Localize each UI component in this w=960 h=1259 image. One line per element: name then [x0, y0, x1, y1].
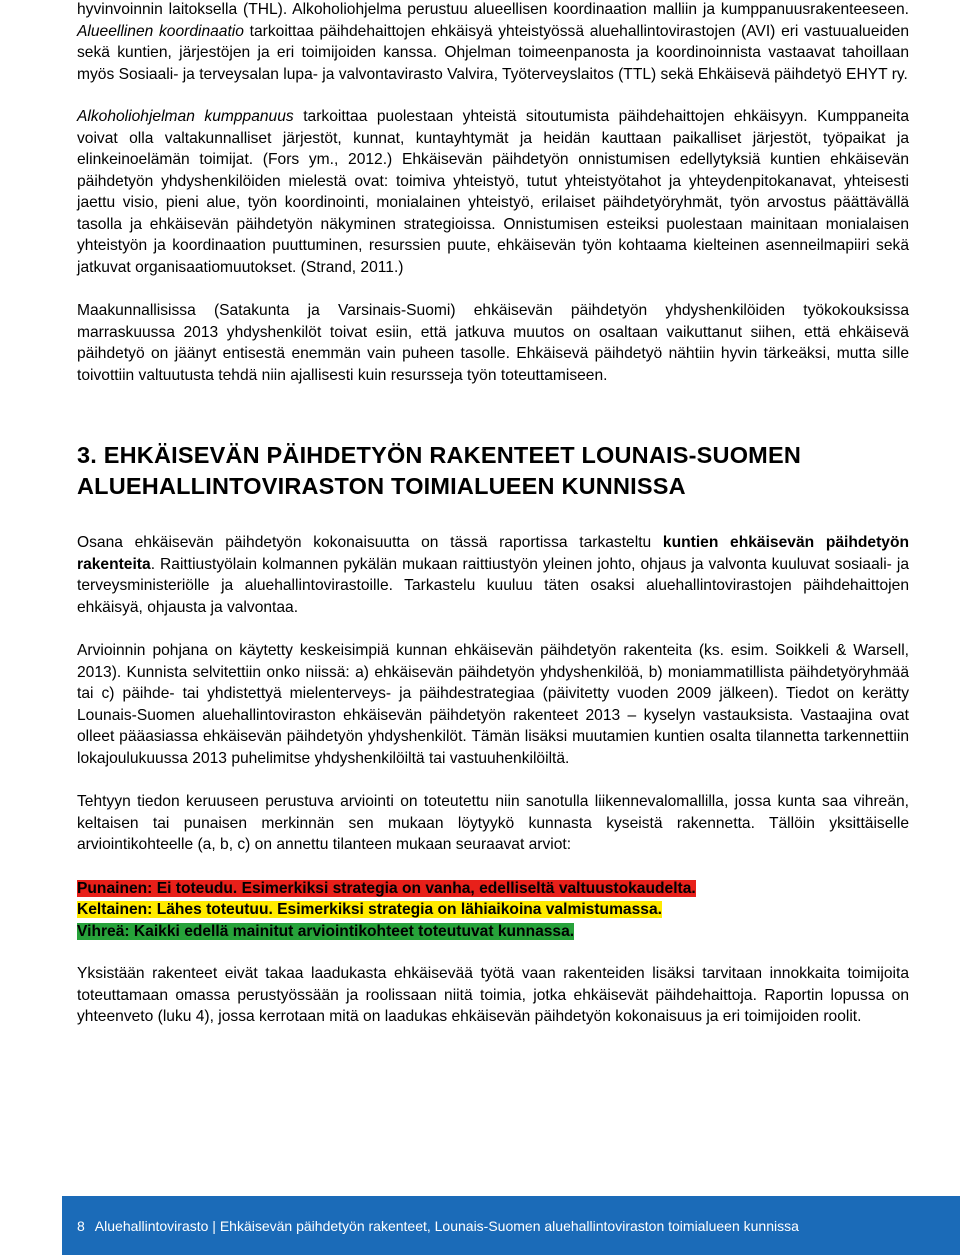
paragraph-kumppanuus [77, 106, 909, 278]
paragraph-osana [77, 532, 909, 618]
rating-red-text: Punainen: Ei toteudu. Esimerkiksi strategia on vanha, edelliseltä valtuustokaudelta. [77, 879, 696, 897]
page-content [77, 0, 909, 1028]
footer-title: Aluehallintovirasto | Ehkäisevän päihdetyön rakenteet, Lounais-Suomen aluehallintoviraston toimialueen kunnissa [94, 1218, 799, 1234]
footer-text [77, 1217, 799, 1235]
paragraph-text: Osana ehkäisevän päihdetyön kokonaisuutta on tässä raportissa tarkasteltu [77, 534, 652, 551]
rating-yellow-text: Keltainen: Lähes toteutuu. Esimerkiksi strategia on lähiaikoina valmistumassa. [77, 901, 662, 918]
traffic-light-ratings [77, 878, 909, 943]
page-number: 8 [77, 1218, 85, 1234]
bold-term-rakenteet: kuntien ehkäisevän päihdetyön rakenteita [77, 534, 910, 573]
paragraph-text: Yksistään rakenteet eivät takaa laadukasta ehkäisevää työtä vaan rakenteiden lisäksi tarvitaan innokkaita toimijoita toteuttamaan omassa perustyössään ja roolissaan niitä toimia, jotka ehkäisevät päihdehaittoja. Raportin lopussa on yhteenveto (luku 4), jossa kerrotaan mitä on laadukas ehkäisevän päihdetyön kokonaisuus ja eri toimijoiden roolit. [77, 965, 909, 1025]
paragraph-text: . Raittiustyölain kolmannen pykälän mukaan raittiustyön yleinen johto, ohjaus ja valvonta kuuluvat sosiaali- ja terveysministeriölle ja aluehallintovirastoille. Tarkastelu kuuluu täten osaksi aluehallintovirastojen päihdehaittojen ehkäisyä, ohjausta ja valvontaa. [77, 555, 909, 616]
rating-yellow [77, 899, 909, 921]
paragraph-text: Maakunnallisissa (Satakunta ja Varsinais-Suomi) ehkäisevän päihdetyön yhdyshenkilöiden työkokouksissa marraskuussa 2013 yhdyshenkilöt toivat esiin, että jatkuva muutos on osaltaan vaikuttanut siihen, että ehkäisevä päihdetyö on jäänyt entisestä enemmän vain puheen tasolle. Ehkäisevä päihdetyö nähtiin hyvin tärkeäksi, mutta sille toivottiin valtuutusta tehdä niin ajallisesti kuin resursseja työn toteuttamiseen. [77, 302, 909, 384]
paragraph-text: tarkoittaa päihdehaittojen ehkäisyä yhteistyössä aluehallintovirastojen (AVI) eri vastuualueiden sekä kuntien, järjestöjen ja eri toimijoiden kanssa. Ohjelman toimeenpanosta ja koordinoinnista vastaavat tahoillaan myös Sosiaali- ja terveysalan lupa- ja valvontavirasto Valvira, Työterveyslaitos (TTL) sekä Ehkäisevä päihdetyö EHYT ry. [77, 22, 909, 83]
paragraph-text: Tehtyyn tiedon keruuseen perustuva arviointi on toteutettu niin sanotulla liikennevalomallilla, jossa kunta saa vihreän, keltaisen tai punaisen merkinnän sen mukaan löytyykö kunnasta kyseistä rakennetta. Tällöin yksittäiselle arviointikohteelle (a, b, c) on annettu tilanteen mukaan seuraavat arviot: [77, 793, 909, 853]
paragraph-text: tarkoittaa puolestaan yhteistä sitoutumista päihdehaittojen ehkäisyyn. Kumppaneita voivat olla valtakunnalliset järjestöt, kunnat, kuntayhtymät ja heidän kauttaan paikalliset järjestöt, työpaikat ja elinkeinoelämän toimijat. (Fors ym., 2012.) Ehkäisevän päihdetyön onnistumisen edellytyksiä kuntien ehkäisevän päihdetyön yhdyshenkilöiden mielestä ovat: toimiva yhteistyö, tutut yhteistyötahot ja yhteydenpitokanavat, yhteisesti jaettu visio, pieni alue, työn koordinointi, monialainen yhteistyö, erilaiset päihdetyöryhmät, työn arvostus päättävällä tasolla ja ehkäisevän päihdetyön näkyminen strategioissa. Onnistumisen esteiksi puolestaan mainitaan monialaisen yhteistyön ja koordinaation puuttuminen, resurssien puute, ehkäisevän työn kohtaama kielteinen asenneilmapiiri sekä jatkuvat organisaatiomuutokset. (Strand, 2011.) [77, 108, 910, 276]
paragraph-tehtyyn [77, 791, 909, 856]
rating-green-text: Vihreä: Kaikki edellä mainitut arviointikohteet toteutuvat kunnassa. [77, 922, 575, 940]
italic-term-kumppanuus: Alkoholiohjelman kumppanuus [77, 108, 294, 125]
paragraph-yksistaan [77, 963, 909, 1028]
paragraph-arvioinnin [77, 640, 909, 769]
page-footer [62, 1196, 960, 1255]
section-heading: 3. EHKÄISEVÄN PÄIHDETYÖN RAKENTEET LOUNAIS-SUOMEN ALUEHALLINTOVIRASTON TOIMIALUEEN KUNNISSA [77, 442, 802, 499]
paragraph-alkoholiohjelma [77, 0, 909, 85]
rating-red [77, 878, 909, 900]
paragraph-maakunnallisissa [77, 300, 909, 386]
italic-term-alueellinen-koordinaatio: Alueellinen koordinaatio [77, 22, 244, 40]
paragraph-text: Arvioinnin pohjana on käytetty keskeisimpiä kunnan ehkäisevän päihdetyön rakenteita (ks. esim. Soikkeli & Warsell, 2013). Kunnista selvitettiin onko niissä: a) ehkäisevän päihdetyön yhdyshenkilöä, b) moniammatillista päihdetyöryhmää tai c) päihde- tai yhdistettyä mielenterveys- ja päihdestrategiaa (päivitetty vuoden 2009 jälkeen). Tiedot on kerätty Lounais-Suomen aluehallintoviraston ehkäisevän päihdetyön rakenteet 2013 – kyselyn vastauksista. Vastaajina ovat olleet pääasiassa ehkäisevän päihdetyön yhdyshenkilöt. Tämän lisäksi muutamien kuntien osalta tilannetta tarkennettiin lokajoulukuussa 2013 puhelimitse yhdyshenkilöiltä tai vastuuhenkilöiltä. [77, 642, 909, 767]
paragraph-text: hyvinvoinnin laitoksella (THL). Alkoholiohjelma perustuu alueellisen koordinaation malliin ja kumppanuusrakenteeseen. [77, 1, 909, 18]
rating-green [77, 921, 909, 943]
